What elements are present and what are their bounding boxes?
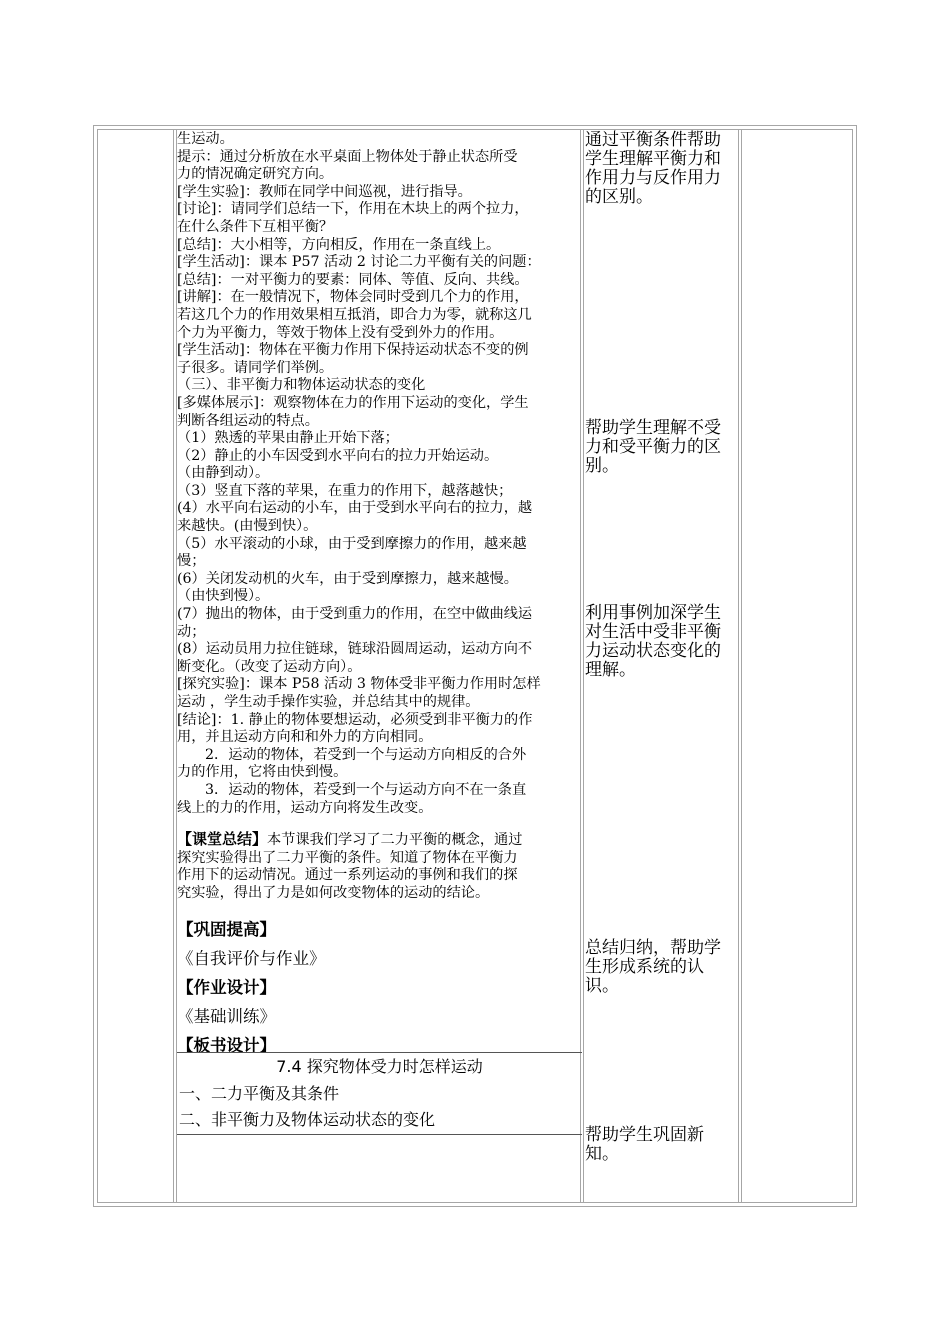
design-intent-note [585,131,737,207]
summary-heading: 【课堂总结】 [177,831,268,849]
text-line: 用，并且运动方向和和外力的方向相同。 [177,729,433,746]
board-item: 一、二力平衡及其条件 [179,1084,340,1103]
text-line: [探究实验]：课本 P58 活动 3 物体受非平衡力作用时怎样 [177,676,541,693]
text-line: （由快到慢）。 [177,588,270,605]
text-line: [结论]：1. 静止的物体要想运动，必须受到非平衡力的作 [177,711,533,728]
text-line: 断变化。（改变了运动方向）。 [177,658,362,675]
text-line: [学生活动]：物体在平衡力作用下保持运动状态不变的例 [177,342,529,359]
note-line: 生形成系统的认 [585,957,704,977]
column-divider [738,129,739,1203]
text-line: （1）熟透的苹果由静止开始下落； [177,430,399,447]
consolidation-section [177,915,582,1060]
lesson-process-column [177,131,582,1060]
text-line: (8）运动员用力拉住链球，链球沿圆周运动，运动方向不 [177,641,533,658]
text-line: [讲解]：在一般情况下，物体会同时受到几个力的作用， [177,289,529,306]
summary-line: 本节课我们学习了二力平衡的概念，通过 [267,832,523,849]
text-line: （5）水平滚动的小球，由于受到摩擦力的作用，越来越 [177,535,527,552]
design-intent-note [585,604,737,680]
lesson-text [177,131,582,817]
spacer [177,817,582,831]
note-line: 知。 [585,1144,619,1164]
design-intent-note [585,419,737,476]
text-line: 来越快。(由慢到快）。 [177,518,318,535]
self-evaluation-book: 《自我评价与作业》 [177,948,326,968]
text-line: 若这几个力的作用效果相互抵消，即合力为零，就称这几 [177,306,532,323]
note-line: 总结归纳，帮助学 [585,938,721,958]
text-line: [总结]：一对平衡力的要素：同体、等值、反向、共线。 [177,271,529,288]
design-intent-note [585,1126,737,1164]
text-line: [学生活动]：课本 P57 活动 2 讨论二力平衡有关的问题： [177,254,541,271]
board-title: 7.4 探究物体受力时怎样运动 [276,1057,483,1076]
homework-heading: 【作业设计】 [177,977,276,997]
text-line: [讨论]：请同学们总结一下，作用在木块上的两个拉力， [177,201,529,218]
note-line: 对生活中受非平衡 [585,622,721,642]
note-line: 理解。 [585,660,636,680]
text-line: （2）静止的小车因受到水平向右的拉力开始运动。 [177,447,499,464]
text-line: 个力为平衡力，等效于物体上没有受到外力的作用。 [177,324,504,341]
note-line: 通过平衡条件帮助 [585,130,721,150]
text-line: 线上的力的作用，运动方向将发生改变。 [177,799,433,816]
text-line: (7）抛出的物体，由于受到重力的作用，在空中做曲线运 [177,606,533,623]
text-line: 慢； [177,553,206,570]
note-line: 作用力与反作用力 [585,168,721,188]
text-line: 力的情况确定研究方向。 [177,166,334,183]
text-line: 2．运动的物体，若受到一个与运动方向相反的合外 [205,746,527,763]
note-line: 识。 [585,976,619,996]
text-line: 生运动。 [177,131,234,147]
note-line: 帮助学生理解不受 [585,418,721,438]
note-line: 学生理解平衡力和 [585,149,721,169]
text-line: 动； [177,623,206,640]
text-line: [总结]：大小相等，方向相反，作用在一条直线上。 [177,236,501,253]
note-line: 别。 [585,456,619,476]
consolidate-heading: 【巩固提高】 [177,919,276,939]
board-item: 二、非平衡力及物体运动状态的变化 [179,1110,436,1129]
spacer [177,903,582,915]
column-divider [173,129,174,1203]
note-line: 帮助学生巩固新 [585,1125,704,1145]
text-line: 子很多。请同学们举例。 [177,359,334,376]
text-line: 力的作用，它将由快到慢。 [177,764,348,781]
text-line: [学生实验]：教师在同学中间巡视，进行指导。 [177,183,472,200]
basic-training-book: 《基础训练》 [177,1006,276,1026]
text-line: 提示：通过分析放在水平桌面上物体处于静止状态所受 [177,148,518,165]
text-line: （3）竖直下落的苹果，在重力的作用下，越落越快； [177,482,513,499]
column-divider [583,129,584,1203]
note-line: 力和受平衡力的区 [585,437,721,457]
board-design-heading: 【板书设计】 [177,1035,276,1055]
text-line: (4）水平向右运动的小车，由于受到水平向右的拉力，越 [177,500,533,517]
text-line: 3．运动的物体，若受到一个与运动方向不在一条直 [205,781,527,798]
text-line: 在什么条件下互相平衡？ [177,218,334,235]
text-line: 判断各组运动的特点。 [177,412,319,429]
column-divider [741,129,742,1203]
board-design-box [177,1052,582,1135]
text-line: （三）、非平衡力和物体运动状态的变化 [177,377,426,394]
class-summary [177,831,582,902]
text-line: [多媒体展示]：观察物体在力的作用下运动的变化，学生 [177,394,529,411]
text-line: (6）关闭发动机的火车，由于受到摩擦力，越来越慢。 [177,570,518,587]
summary-line: 作用下的运动情况。通过一系列运动的事例和我们的探 [177,867,518,884]
text-line: （由静到动）。 [177,465,270,482]
summary-line: 究实验，得出了力是如何改变物体的运动的结论。 [177,884,490,901]
design-intent-note [585,939,737,996]
note-line: 利用事例加深学生 [585,603,721,623]
summary-line: 探究实验得出了二力平衡的条件。知道了物体在平衡力 [177,849,518,866]
note-line: 力运动状态变化的 [585,641,721,661]
text-line: 运动 ，学生动手操作实验，并总结其中的规律。 [177,694,480,710]
note-line: 的区别。 [585,187,653,207]
